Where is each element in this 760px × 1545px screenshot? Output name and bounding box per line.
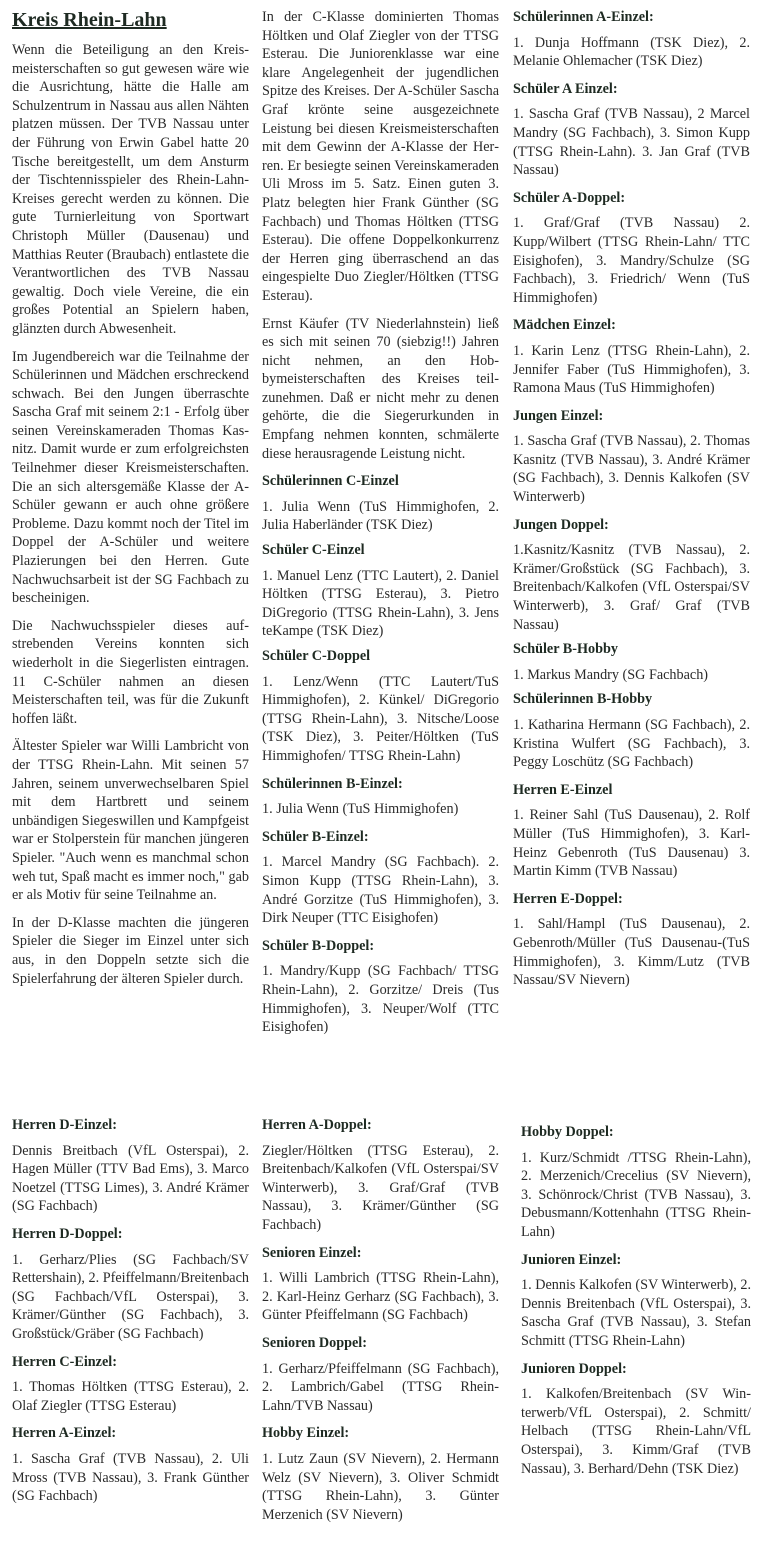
result-text: 1. Kurz/Schmidt /TTSG Rhein-Lahn), 2. Merzenich/Crecelius (SV Nievern), 3. Schönrock/Christ (TVB Nassau), 3. Debusmann/Kottenhahn (TTSG Rhein-Lahn) <box>521 1149 751 1240</box>
result-block <box>513 781 750 881</box>
article-paragraph: Ernst Käufer (TV Niederlahnstein) ließ es sich mit seinen 70 (siebzig!!) Jahren nicht nehmen, an den Hobbymeisterschaften des Kreises teilzunehmen. Daß er nicht mehr zu denen gehörte, die die Siegerurkunden in Empfang nehmen konnten, schmälerte diese herausragende Leistung nicht. <box>262 315 499 462</box>
result-heading: Herren A-Einzel: <box>12 1425 117 1442</box>
result-text: 1. Katharina Hermann (SG Fachbach), 2. Kristina Wulfert (SG Fachbach), 3. Peggy Loschütz (SG Fachbach) <box>513 717 750 771</box>
result-text: 1. Gerharz/Pfeiffelmann (SG Fachbach), 2. Lambrich/Gabel (TTSG Rhein-Lahn/TVB Nassau) <box>262 1360 499 1414</box>
result-block <box>262 1244 499 1325</box>
article-column-1 <box>12 8 249 997</box>
result-heading: Herren D-Einzel: <box>12 1117 117 1133</box>
result-heading: Mädchen Einzel: <box>513 317 616 334</box>
result-heading: Schüler B-Hobby <box>513 641 618 658</box>
result-block <box>513 516 750 635</box>
result-heading: Schüler A-Doppel: <box>513 189 626 206</box>
result-heading: Herren A-Doppel: <box>262 1117 372 1133</box>
result-block <box>12 1424 249 1505</box>
result-heading: Herren E-Doppel: <box>513 890 623 907</box>
result-block <box>262 472 499 535</box>
result-heading: Schüler A Einzel: <box>513 80 618 97</box>
result-heading: Schüler B-Einzel: <box>262 828 369 845</box>
result-block <box>262 1424 499 1524</box>
result-text: 1. Manuel Lenz (TTC Lautert), 2. Daniel Höltken (TTSG Esterau), 3. Pietro DiGregorio (TTSG Rhein-Lahn), 3. Jens teKampe (TSK Diez) <box>262 567 499 640</box>
result-text: 1. Dunja Hoffmann (TSK Diez), 2. Melanie Ohlemacher (TSK Diez) <box>513 34 750 70</box>
article-column-2 <box>262 8 499 1046</box>
result-text: 1. Dennis Kalkofen (SV Winterwerb), 2. Dennis Breitenbach (VfL Osterspai), 3. Sascha Graf (TVB Nassau), 3. Stefan Schmitt (TTSG Rhein-Lahn) <box>521 1277 751 1349</box>
result-block <box>513 640 750 684</box>
result-block <box>12 1116 249 1216</box>
result-text: 1. Willi Lambrich (TTSG Rhein-Lahn), 2. Karl-Heinz Gerharz (SG Fachbach), 3. Günter Pfeiffelmann (SG Fachbach) <box>262 1270 499 1324</box>
result-heading: Herren E-Einzel <box>513 781 613 798</box>
result-block <box>262 1334 499 1415</box>
result-block <box>521 1123 751 1242</box>
article-title: Kreis Rhein-Lahn <box>12 9 167 31</box>
result-text: Ziegler/Höltken (TTSG Esterau), 2. Breitenbach/Kalkofen (VfL Osterspai/SV Winterwerb), 3. Graf/Graf (TVB Nassau), 3. Krämer/Günther (SG Fachbach) <box>262 1142 499 1233</box>
result-heading: Jungen Einzel: <box>513 407 604 424</box>
result-heading: Hobby Einzel: <box>262 1425 350 1442</box>
result-block <box>513 407 750 507</box>
result-text: 1. Julia Wenn (TuS Himmighofen, 2. Julia Haberländer (TSK Diez) <box>262 498 499 534</box>
result-text: 1.Kasnitz/Kasnitz (TVB Nassau), 2. Krämer/Großstück (SG Fachbach), 3. Breitenbach/Kalkofen (VfL Osterspai/SV Winterwerb), 3. Graf/ Graf (TVB Nassau) <box>513 542 750 633</box>
result-text: 1. Karin Lenz (TTSG Rhein-Lahn), 2. Jennifer Faber (TuS Himmighofen), 3. Ramona Maus (TuS Himmighofen) <box>513 342 750 397</box>
result-block <box>521 1251 751 1351</box>
result-block <box>262 647 499 766</box>
result-text: 1. Kalkofen/Breitenbach (SV Winterwerb/VfL Osterspai), 2. Schmitt/ Helbach (TTSG Rhein-Lahn/VfL Osterspai), 3. Kimm/Graf (TVB Nassau), 3. Berhard/Dehn (TSK Diez) <box>521 1386 751 1477</box>
result-block <box>513 8 750 71</box>
result-text: 1. Julia Wenn (TuS Himmighofen) <box>262 801 459 818</box>
result-heading: Schülerinnen A-Einzel: <box>513 9 654 25</box>
article-column-3 <box>513 8 750 999</box>
result-heading: Junioren Doppel: <box>521 1360 627 1377</box>
result-block <box>513 189 750 308</box>
results-column-3 <box>521 1123 751 1487</box>
article-paragraph: Die Nachwuchsspieler dieses aufstrebenden Vereins konnten sich wiederholt in die Siegerlisten eintragen. 11 C-Schüler nahmen an diesen Meisterschaften teil, was für die Zukunft hoffen läßt. <box>12 617 249 727</box>
result-heading: Schülerinnen B-Einzel: <box>262 775 403 792</box>
result-text: 1. Sascha Graf (TVB Nassau), 2. Thomas Kasnitz (TVB Nassau), 3. André Krämer (SG Fachbach), 3. Dennis Kalkofen (SV Winterwerb) <box>513 433 750 506</box>
result-text: 1. Markus Mandry (SG Fachbach) <box>513 666 709 683</box>
result-block <box>262 541 499 641</box>
result-block <box>521 1360 751 1479</box>
result-text: 1. Marcel Mandry (SG Fachbach). 2. Simon Kupp (TTSG Rhein-Lahn), 3. André Gorzitze (TuS Himmighofen), 3. Dirk Neuper (TTC Eisighofen) <box>262 854 499 927</box>
result-heading: Schülerinnen C-Einzel <box>262 473 399 490</box>
result-heading: Junioren Einzel: <box>521 1251 622 1268</box>
result-block <box>513 80 750 180</box>
result-text: 1. Sahl/Hampl (TuS Dausenau), 2. Gebenroth/Müller (TuS Dausenau-(TuS Himmighofen), 3. Kimm/Lutz (TVB Nassau/SV Nievern) <box>513 916 750 989</box>
result-text: 1. Lutz Zaun (SV Nievern), 2. Hermann Welz (SV Nievern), 3. Oliver Schmidt (TTSG Rhein-Lahn), 3. Günter Merzenich (SV Nievern) <box>262 1450 499 1523</box>
result-block <box>12 1225 249 1344</box>
result-text: 1. Mandry/Kupp (SG Fachbach/ TTSG Rhein-Lahn), 2. Gorzitze/ Dreis (Tus Himmighofen), 3. Neuper/Wolf (TTC Eisighofen) <box>262 963 499 1036</box>
result-heading: Schüler B-Doppel: <box>262 937 375 954</box>
result-block <box>262 1116 499 1235</box>
article-paragraph: Ältester Spieler war Willi Lambricht von der TTSG Rhein-Lahn. Mit seinen 57 Jahren, seinem unverwechselbaren Spiel mit dem Hartbrett und seinem unbändigen Siegeswillen und Kampfgeist war er Stolperstein für manchen jüngeren Spieler. "Auch wenn es manchmal schon weh tut, Spaß macht es immer noch," gab er als Motiv für seine Teilnahme an. <box>12 738 249 904</box>
result-heading: Schüler C-Doppel <box>262 648 371 664</box>
result-text: 1. Graf/Graf (TVB Nassau) 2. Kupp/Wilbert (TTSG Rhein-Lahn/ TTC Eisighofen), 3. Mandry/Schulze (SG Fachbach), 3. Friedrich/ Wenn (TuS Himmighofen) <box>513 215 750 306</box>
result-text: 1. Thomas Höltken (TTSG Esterau), 2. Olaf Ziegler (TTSG Esterau) <box>12 1379 249 1414</box>
result-block <box>513 316 750 397</box>
result-text: 1. Lenz/Wenn (TTC Lautert/TuS Himmighofen), 2. Künkel/ DiGregorio (TTSG Rhein-Lahn), 3. Nitsche/Loose (TSK Diez), 3. Peiter/Höltken (TuS Himmighofen/ TTSG Rhein-Lahn) <box>262 673 499 764</box>
article-paragraph: Wenn die Beteiligung an den Kreismeisterschaften so gut gewesen wäre wie die Ausrichtung, hätte die Halle am Schulzentrum in Nassau aus allen Nähten platzen müssen. Der TVB Nassau unter der Führung von Erwin Gabel hatte 20 Tische bereitgestellt, um dem Ansturm der Tischtennisspieler des Rhein-Lahn-Kreises gerecht werden zu können. Die gute Turnierleitung von Sportwart Christoph Müller (Dausenau) und Matthias Reuter (Braubach) entlastete die Verantwortlichen des TVB Nassau gewaltig. Doch viele Vereine, die ein großes Potential an Spielern haben, glänzten durch Abwesenheit. <box>12 42 249 337</box>
article-paragraph: In der D-Klasse machten die jüngeren Spieler die Sieger im Einzel unter sich aus, in den Doppeln setzte sich die Spielerfahrung der älteren Spieler durch. <box>12 914 249 987</box>
article-paragraph: In der C-Klasse dominierten Thomas Höltken und Olaf Ziegler von der TTSG Esterau. Die Juniorenklasse war eine klare Angelegenheit der jugendlichen Spitze des Kreises. Der A-Schüler Sascha Graf krönte seine ausgezeichnete Leistung bei diesen Kreismeisterschaften mit dem Gewinn der A-Klasse der Herren. Er besiegte seinen Vereinskameraden Uli Mross im 5. Satz. Einen guten 3. Platz belegten hier Frank Günther (SG Fachbach) und Thomas Höltken (TTSG Esterau). Die offene Doppelkonkurrenz der Herren ging überraschend an das eingespielte Duo Ziegler/Höltken (TTSG Esterau). <box>262 9 499 304</box>
result-text: 1. Sascha Graf (TVB Nassau), 2. Uli Mross (TVB Nassau), 3. Frank Günther (SG Fachbach) <box>12 1450 249 1505</box>
result-block <box>262 775 499 819</box>
result-heading: Senioren Doppel: <box>262 1334 367 1351</box>
result-block <box>262 937 499 1037</box>
result-heading: Hobby Doppel: <box>521 1124 614 1140</box>
result-block <box>513 890 750 990</box>
article-paragraph: Im Jugendbereich war die Teilnahme der Schülerinnen und Mädchen erschreckend schwach. Bei den Jungen überraschte Sascha Graf mit seinem 2:1 - Erfolg über seinen Vereinskameraden Thomas Kasnitz. Damit wurde er zum erfolgreichsten Teilnehmer dieser Kreismeisterschaften. Die an sich altersgemäße Klasse der A-Schüler gewann er auch ohne größere Probleme. Dazu kommt noch der Titel im Doppel der A-Schüler und weitere Plazierungen bei den Herren. Gute Nachwuchsarbeit ist der SG Fachbach zu bescheinigen. <box>12 348 249 607</box>
result-text: 1. Gerharz/Plies (SG Fachbach/SV Rettershain), 2. Pfeiffelmann/Breitenbach (SG Fachbach/VfL Osterspai), 3. Krämer/Günther (SG Fachbach), 3. Großstück/Gräber (SG Fachbach) <box>12 1251 249 1342</box>
results-column-2 <box>262 1116 499 1533</box>
result-heading: Schüler C-Einzel <box>262 542 365 559</box>
result-heading: Schülerinnen B-Hobby <box>513 691 653 708</box>
result-text: 1. Reiner Sahl (TuS Dausenau), 2. Rolf Müller (TuS Himmighofen), 3. Karl-Heinz Gebenroth (TuS Dausenau) 3. Martin Kimm (TVB Nassau) <box>513 807 750 880</box>
results-column-1 <box>12 1116 249 1515</box>
result-heading: Jungen Doppel: <box>513 516 609 533</box>
result-heading: Senioren Einzel: <box>262 1244 362 1261</box>
result-text: 1. Sascha Graf (TVB Nassau), 2 Marcel Mandry (SG Fachbach), 3. Simon Kupp (TTSG Rhein-Lahn). 3. Jan Graf (TVB Nassau) <box>513 106 750 179</box>
result-heading: Herren C-Einzel: <box>12 1353 117 1370</box>
result-block <box>12 1353 249 1416</box>
result-block <box>262 828 499 928</box>
result-heading: Herren D-Doppel: <box>12 1225 123 1242</box>
result-text: Dennis Breitbach (VfL Osterspai), 2. Hagen Müller (TTV Bad Ems), 3. Marco Noetzel (TTSG Limes), 3. André Krämer (SG Fachbach) <box>12 1142 249 1215</box>
result-block <box>513 690 750 771</box>
